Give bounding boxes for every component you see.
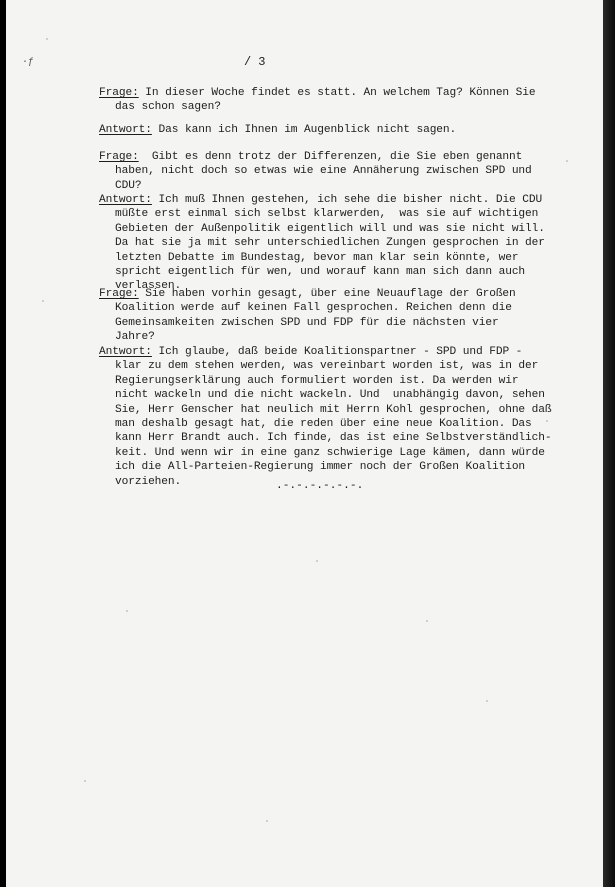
answer-label: Antwort: xyxy=(99,194,152,206)
scan-speck xyxy=(266,820,268,822)
qa-block-question-3 xyxy=(99,287,569,345)
document-page xyxy=(6,0,603,887)
answer-text-first-line: Ich glaube, daß beide Koalitionspartner - SPD und FDP - xyxy=(151,346,523,358)
answer-text-first-line: Das kann ich Ihnen im Augenblick nicht sagen. xyxy=(151,124,457,136)
question-label: Frage: xyxy=(99,87,139,99)
question-text-continued: Koalition werde auf keinen Fall gesprochen. Reichen denn die Gemeinsamkeiten zwischen SPD und FDP für die nächsten vier Jahre? xyxy=(115,302,512,344)
scan-speck xyxy=(426,620,428,622)
answer-label: Antwort: xyxy=(99,124,152,136)
qa-block-question-1 xyxy=(99,86,569,115)
question-text-continued: haben, nicht doch so etwas wie eine Annäherung zwischen SPD und CDU? xyxy=(115,165,532,192)
qa-block-question-2 xyxy=(99,150,569,193)
margin-mark: ·ƒ xyxy=(22,57,34,68)
question-text-continued: das schon sagen? xyxy=(115,101,221,114)
question-text-first-line: Gibt es denn trotz der Differenzen, die Sie eben genannt xyxy=(138,151,523,163)
answer-label: Antwort: xyxy=(99,346,152,358)
scan-speck xyxy=(126,610,128,612)
question-label: Frage: xyxy=(99,151,139,163)
page-number: / 3 xyxy=(244,55,266,69)
question-text-first-line: Sie haben vorhin gesagt, über eine Neuauflage der Großen xyxy=(138,288,516,300)
section-divider: .-.-.-.-.-.-. xyxy=(276,480,364,492)
answer-text-first-line: Ich muß Ihnen gestehen, ich sehe die bisher nicht. Die CDU xyxy=(151,194,543,206)
scan-speck xyxy=(84,780,86,782)
scan-speck xyxy=(546,420,548,422)
scan-speck xyxy=(566,160,568,162)
scan-speck xyxy=(46,38,48,40)
question-label: Frage: xyxy=(99,288,139,300)
scan-edge xyxy=(603,0,615,887)
answer-text-continued: klar zu dem stehen werden, was vereinbart worden ist, was in der Regierungserklärung auch formuliert worden ist. Da werden wir nicht wackeln und die nicht wackeln. Und unabhängig davon, sehen Sie, Herr Genscher hat neulich mit Herrn Kohl gesprochen, ohne daß man deshalb gesagt hat, die reden über eine neue Koalition. Das kann Herr Brandt auch. Ich finde, das ist eine Selbstverständlich- keit. Und wenn wir in eine ganz schwierige Lage kämen, dann würde ich die All-Parteien-Regierung immer noch der Großen Koalition vorziehen. xyxy=(115,360,552,488)
scan-speck xyxy=(486,700,488,702)
answer-text-continued: müßte erst einmal sich selbst klarwerden, was sie auf wichtigen Gebieten der Außenpolitik eigentlich will und was sie nicht will. Da hat sie ja mit sehr unterschiedlichen Zungen gesprochen in der letzten Debatte im Bundestag, bevor man klar sein könnte, wer spricht eigentlich für wen, und worauf kann man sich dann auch verlassen. xyxy=(115,208,545,293)
scan-speck xyxy=(316,560,318,562)
qa-block-answer-1 xyxy=(99,123,569,137)
qa-block-answer-3 xyxy=(99,345,569,489)
scan-speck xyxy=(42,300,44,302)
question-text-first-line: In dieser Woche findet es statt. An welchem Tag? Können Sie xyxy=(138,87,536,99)
qa-block-answer-2 xyxy=(99,193,569,294)
